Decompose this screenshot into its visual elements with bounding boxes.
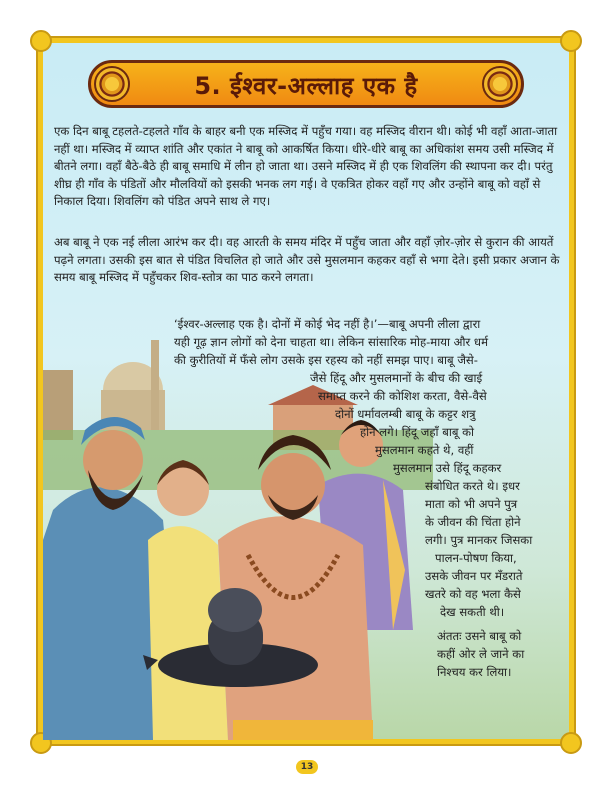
paragraph-3-line-16: खतरे को वह भला कैसे bbox=[425, 587, 521, 601]
paragraph-2: अब बाबू ने एक नई लीला आरंभ कर दी। वह आरती के समय मंदिर में पहुँच जाता और वहाँ ज़ोर-ज़ोर से कुरान की आयतें पढ़ने लगता। उसकी इस बात से पंडित विचलित हो जाते और उसे मुसलमान कहकर वहाँ से भगा देते। इसी प्रकार अजान के समय बाबू मस्जिद में पहुँचकर शिव-स्तोत्र का पाठ करने लगता। bbox=[54, 235, 560, 285]
paragraph-3-line-9: मुसलमान उसे हिंदू कहकर bbox=[393, 461, 502, 475]
paragraph-3-line-11: माता को भी अपने पुत्र bbox=[425, 497, 518, 511]
paragraph-3-line-15: उसके जीवन पर मँडराते bbox=[425, 569, 523, 583]
paragraph-3-line-17: देख सकती थी। bbox=[440, 605, 505, 619]
frame-corner-top-right bbox=[560, 30, 582, 52]
paragraph-3-line-13: लगी। पुत्र मानकर जिसका bbox=[425, 533, 533, 547]
paragraph-3-line-12: के जीवन की चिंता होने bbox=[425, 515, 521, 529]
paragraph-3-line-7: होने लगे। हिंदू जहाँ बाबू को bbox=[360, 425, 475, 439]
chapter-title: 5. ईश्वर-अल्लाह एक है bbox=[194, 72, 418, 100]
paragraph-3-line-19: कहीं ओर ले जाने का bbox=[437, 647, 525, 661]
frame-corner-top-left bbox=[30, 30, 52, 52]
paragraph-3-line-14: पालन-पोषण किया, bbox=[435, 551, 517, 565]
page-number: 13 bbox=[296, 760, 318, 774]
paragraph-1: एक दिन बाबू टहलते-टहलते गाँव के बाहर बनी एक मस्जिद में पहुँच गया। वह मस्जिद वीरान थी। कोई भी वहाँ आता-जाता नहीं था। मस्जिद में व्याप्त शांति और एकांत ने बाबू को आकर्षित किया। धीरे-धीरे बाबू का अधिकांश समय उसी मस्जिद में बीतने लगा। वहाँ बैठे-बैठे ही बाबू समाधि में लीन हो जाता था। उसने मस्जिद में ही एक शिवलिंग की स्थापना कर दी। परंतु शीघ्र ही गाँव के पंडितों और मौलवियों को इसकी भनक लग गई। वे एकत्रित होकर वहाँ गए और उन्होंने बाबू को वहाँ से निकाल दिया। शिवलिंग को पंडित अपने साथ ले गए। bbox=[54, 124, 558, 209]
paragraph-3-line-1: ‘ईश्वर-अल्लाह एक है। दोनों में कोई भेद नहीं है।’—बाबू अपनी लीला द्वारा bbox=[174, 317, 481, 331]
frame-corner-bottom-right bbox=[560, 732, 582, 754]
chapter-title-banner bbox=[88, 60, 524, 108]
paragraph-3-line-2: यही गूढ़ ज्ञान लोगों को देना चाहता था। लेकिन सांसारिक मोह-माया और धर्म bbox=[174, 335, 488, 349]
paragraph-3-line-4: जैसे हिंदू और मुसलमानों के बीच की खाई bbox=[310, 371, 483, 385]
paragraph-3-line-3: की कुरीतियों में फँसे लोग उसके इस रहस्य को नहीं समझ पाए। बाबू जैसे- bbox=[174, 353, 478, 367]
paragraph-3-line-18: अंततः उसने बाबू को bbox=[437, 629, 522, 643]
paragraph-3-line-5: समाप्त करने की कोशिश करता, वैसे-वैसे bbox=[318, 389, 487, 403]
paragraph-3-line-8: मुसलमान कहते थे, वहीं bbox=[375, 443, 474, 457]
minaret bbox=[151, 340, 159, 430]
paragraph-3-line-6: दोनों धर्मावलम्बी बाबू के कट्टर शत्रु bbox=[335, 407, 476, 421]
paragraph-3-line-20: निश्चय कर लिया। bbox=[437, 665, 512, 679]
paragraph-3-line-10: संबोधित करते थे। इधर bbox=[425, 479, 520, 493]
